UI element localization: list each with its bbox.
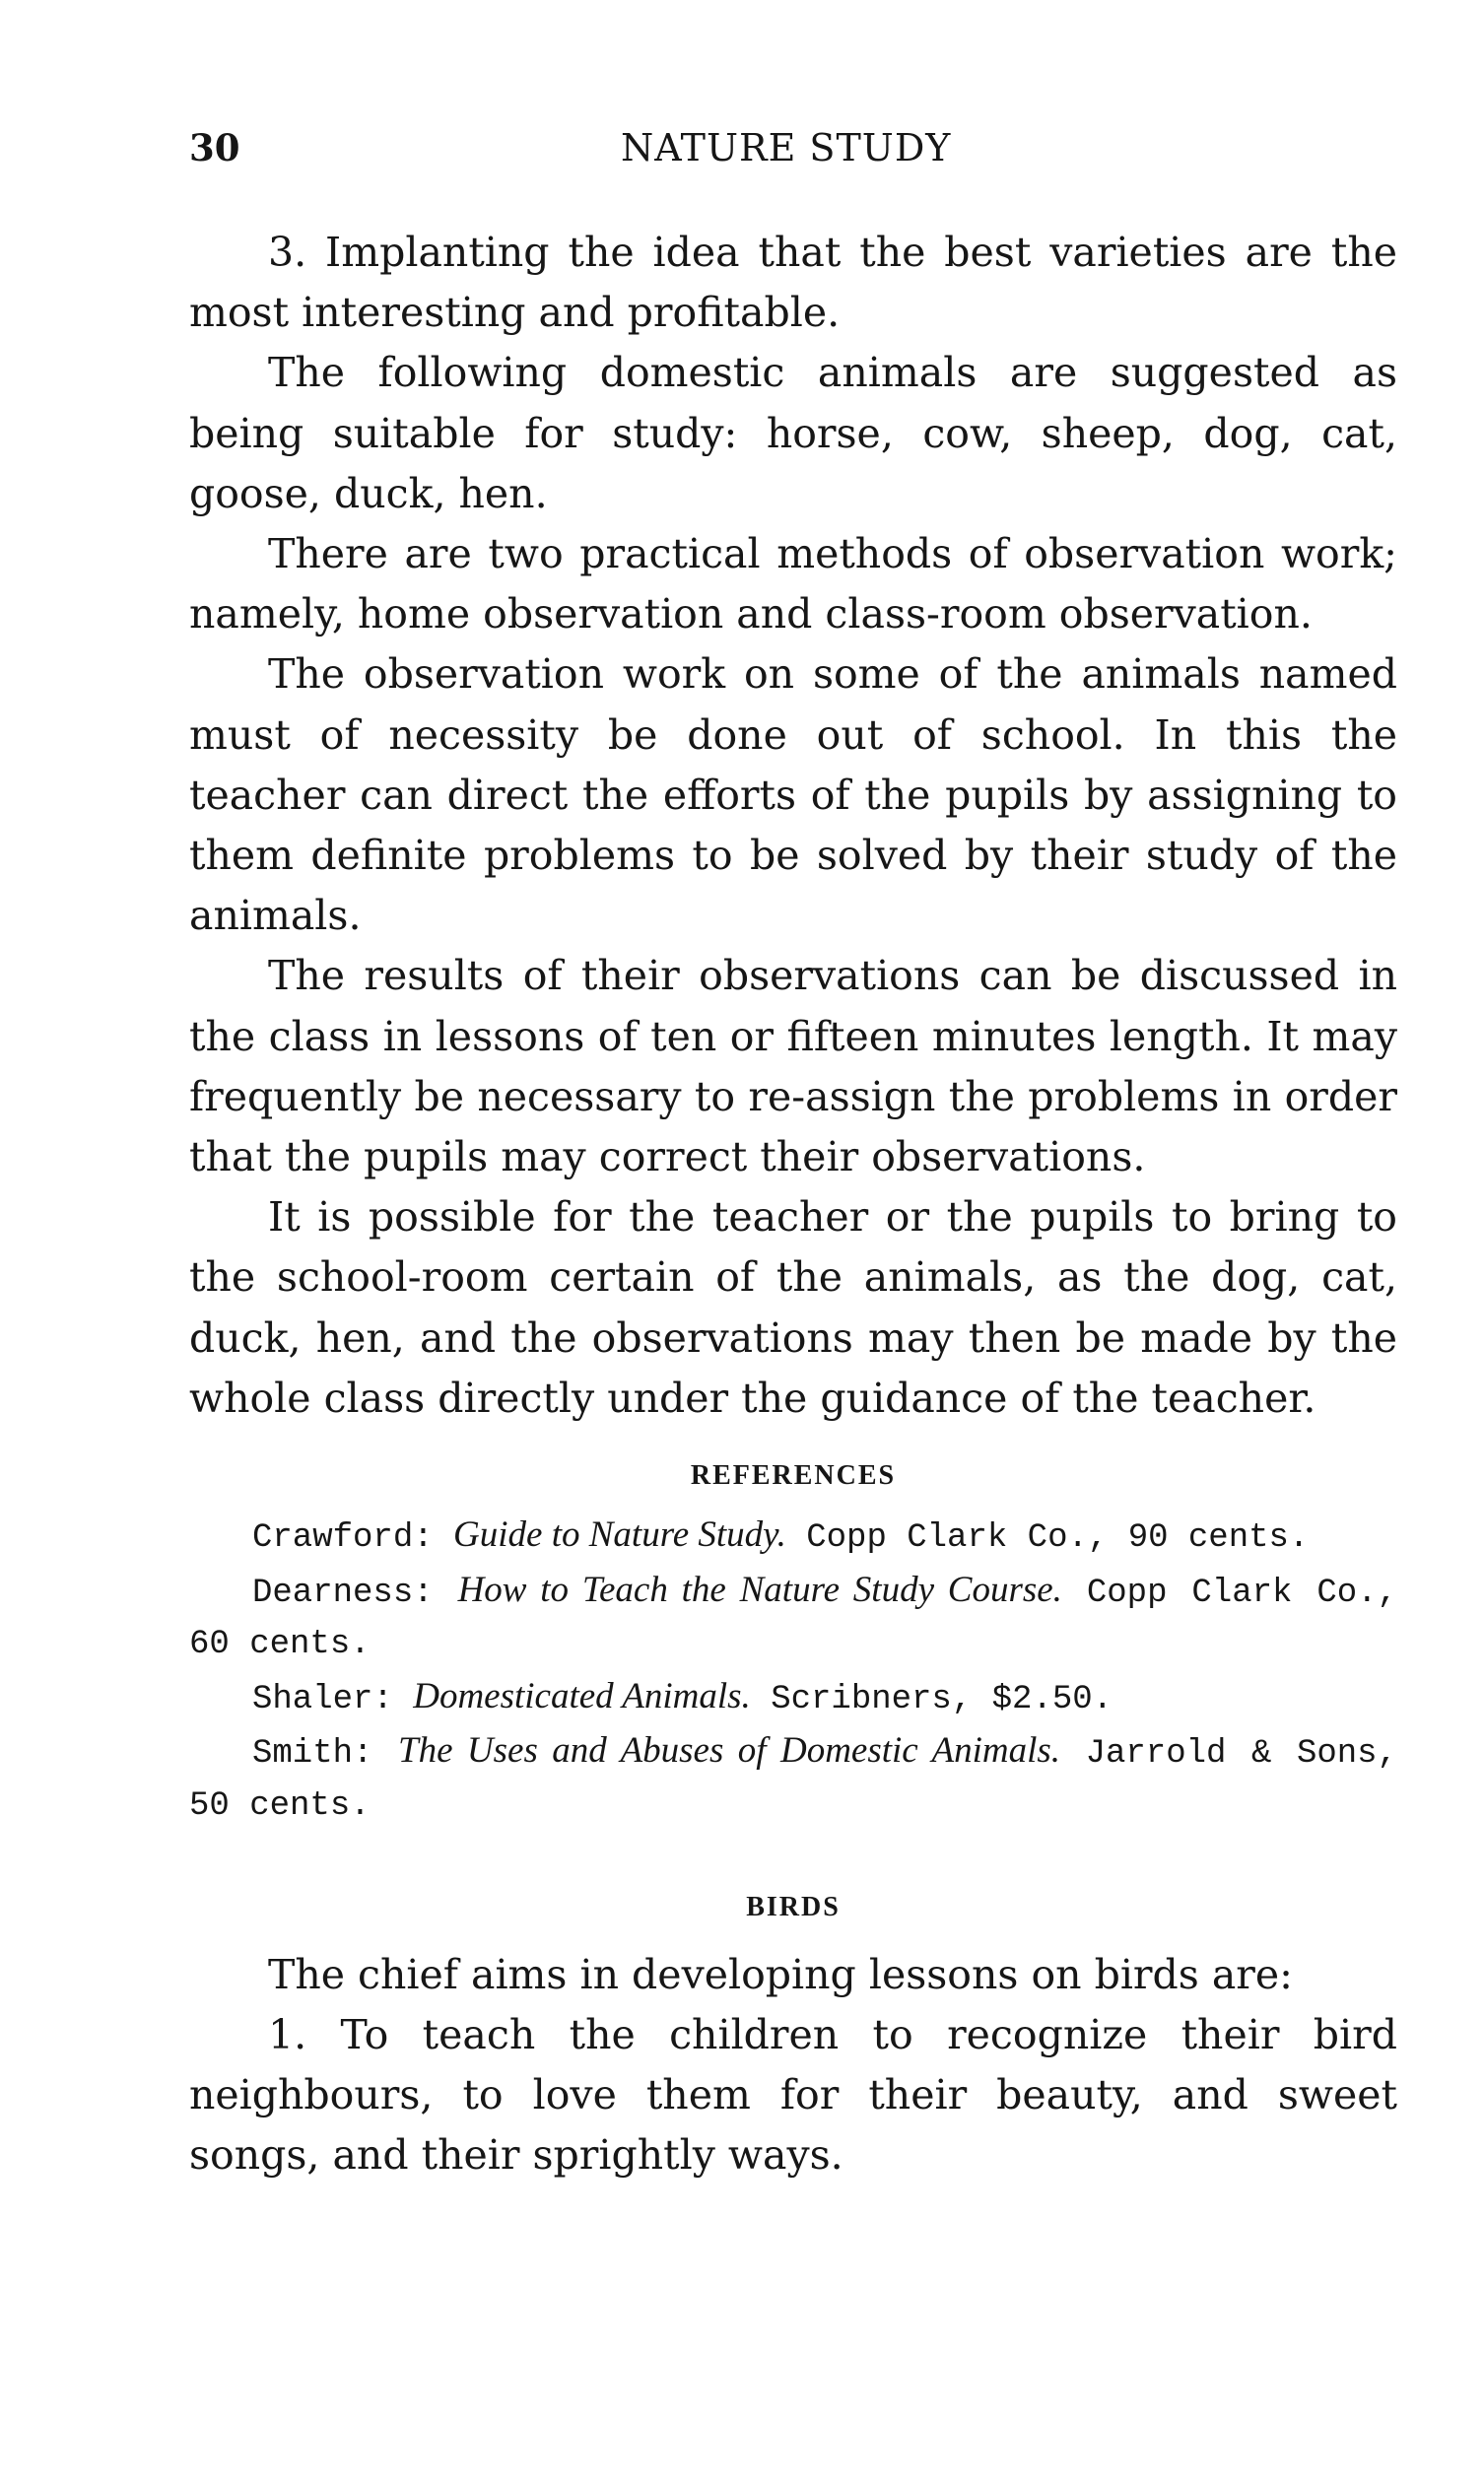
running-title: NATURE STUDY (621, 126, 952, 169)
paragraph: 1. To teach the children to recognize their bird neighbours, to love them for their beauty, and sweet songs, and their sprightly ways. (189, 2011, 1397, 2179)
reference-entry (189, 1510, 1397, 1565)
reference-title: The Uses and Abuses of Domestic Animals. (398, 1730, 1061, 1771)
reference-publisher: Jarrold & Sons, 50 cents. (189, 1735, 1397, 1825)
paragraph: It is possible for the teacher or the pupils to bring to the school-room certain of the animals, as the dog, cat, duck, hen, and the observations may then be made by the whole class directly under the guidance of the teacher. (189, 1193, 1397, 1422)
reference-author: Crawford: (252, 1519, 434, 1557)
running-head (0, 116, 1484, 175)
reference-publisher: Scribners, $2.50. (771, 1680, 1113, 1718)
reference-list (189, 1510, 1397, 1832)
reference-author: Smith: (252, 1735, 373, 1773)
reference-title: How to Teach the Nature Study Course. (457, 1569, 1062, 1610)
reference-author: Shaler: (252, 1680, 393, 1718)
paragraph: 3. Implanting the idea that the best varieties are the most interesting and profitable. (189, 229, 1397, 337)
paragraph: The following domestic animals are suggested as being suitable for study: horse, cow, sheep, dog, cat, goose, duck, hen. (189, 349, 1397, 517)
paragraph: There are two practical methods of observation work; namely, home observation and class-room observation. (189, 530, 1397, 639)
birds-heading: BIRDS (746, 1892, 841, 1922)
reference-publisher: Copp Clark Co., 60 cents. (189, 1574, 1397, 1663)
main-text (189, 223, 1397, 1429)
paragraph: The results of their observations can be discussed in the class in lessons of ten or fifteen minutes length. It may frequently be necessary to re-assign the problems in order that the pupils may correct their observations. (189, 952, 1397, 1181)
reference-publisher: Copp Clark Co., 90 cents. (806, 1519, 1310, 1557)
paragraph: The chief aims in developing lessons on birds are: (268, 1951, 1293, 1998)
references-section (189, 1460, 1397, 1832)
references-heading: REFERENCES (690, 1460, 897, 1491)
birds-text (189, 1945, 1397, 2185)
paragraph: The observation work on some of the animals named must of necessity be done out of school. In this the teacher can direct the efforts of the pupils by assigning to them definite problems to be solved by their study of the animals. (189, 650, 1397, 940)
page-number: 30 (189, 126, 240, 169)
reference-entry (189, 1671, 1397, 1726)
birds-section (189, 1892, 1397, 2185)
reference-entry (189, 1725, 1397, 1832)
reference-author: Dearness: (252, 1574, 434, 1612)
reference-entry (189, 1565, 1397, 1671)
reference-title: Domesticated Animals. (413, 1675, 751, 1716)
reference-title: Guide to Nature Study. (453, 1514, 786, 1555)
